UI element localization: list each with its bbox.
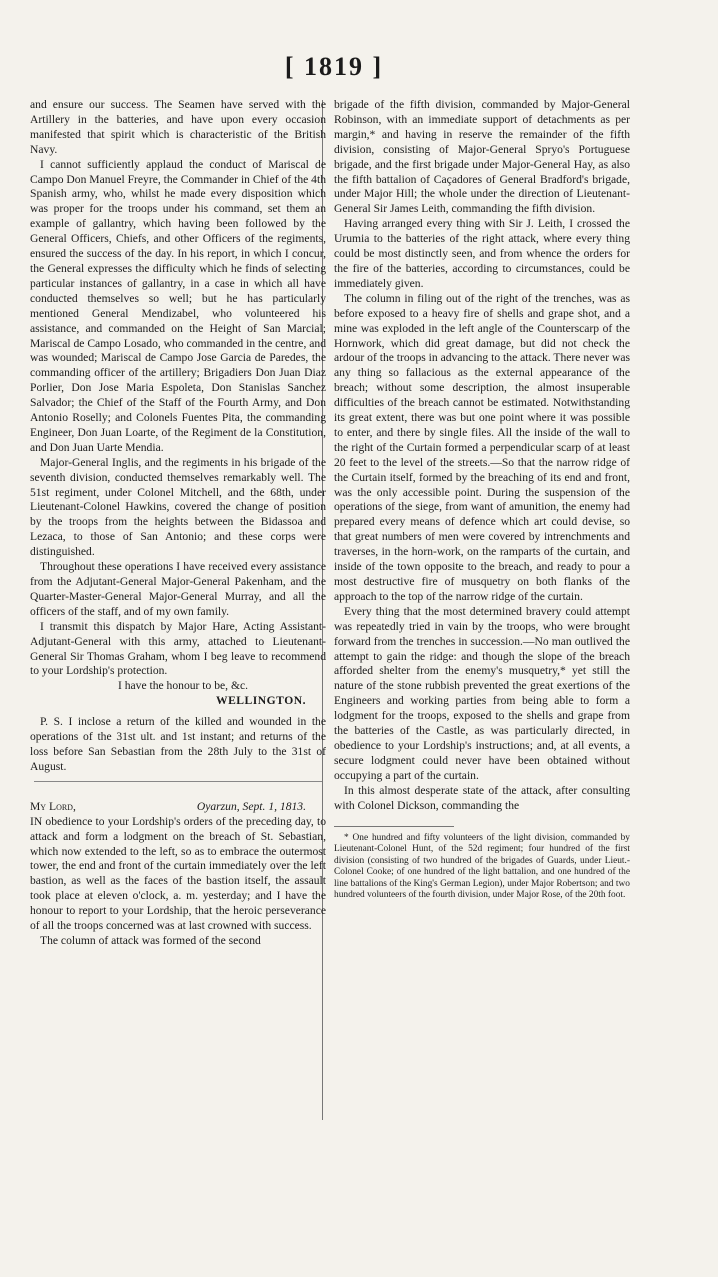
- letter-salutation: My Lord,: [30, 799, 76, 813]
- postscript: P. S. I inclose a return of the killed and wounded in the operations of the 31st ult. and 1st instant; and returns of the loss before San Sebastian from the 28th July to the 31st of August.: [30, 715, 326, 773]
- right-column: [334, 98, 630, 902]
- paragraph: brigade of the fifth division, commanded by Major-General Robinson, with an immediate support of detachments as per margin,* and having in reserve the remainder of the fifth division, consisting of Major-General Spryo's Portuguese brigade, and the first brigade under Major-General Hay, as also the fifth battalion of Caçadores of General Bradford's brigade, under Major Hill; the whole under the direction of Lieutenant-General Sir James Leith, commanding the fifth division.: [334, 98, 630, 216]
- paragraph: Having arranged every thing with Sir J. Leith, I crossed the Urumia to the batteries of the right attack, where every thing could be most distinctly seen, and from whence the orders for the fire of the batteries, according to circumstances, could be immediately given.: [334, 217, 630, 290]
- paragraph: The column in filing out of the right of the trenches, was as before exposed to a heavy fire of shells and grape shot, and a mine was exploded in the left angle of the Counterscarp of the Hornwork, which did great damage, but did not check the ardour of the troops in advancing to the attack. There never was any thing so fallacious as the external appearance of the breach; without some description, the almost insuperable difficulties of the breach cannot be estimated. Notwithstanding its great extent, there was but one point where it was possible to enter, and there by single files. All the inside of the wall to the right of the Curtain formed a perpendicular scarp of at least 20 feet to the level of the streets.—So that the narrow ridge of the Curtain itself, formed by the breaching of its end and front, was the only accessible point. During the suspension of the operations of the siege, from want of amunition, the enemy had prepared every means of defence which art could devise, so that great numbers of men were covered by intrenchments and traverses, in the horn-work, on the ramparts of the curtain, and inside of the town opposite to the breach, and ready to pour a most destructive fire of musquetry on both flanks of the approach to the top of the narrow ridge of the curtain.: [334, 291, 630, 603]
- paragraph: I cannot sufficiently applaud the conduct of Mariscal de Campo Don Manuel Freyre, the Commander in Chief of the 4th Spanish army, who, whilst he made every disposition which was proper for the troops under his command, set them an example of gallantry, which having been followed by the General Officers, Chiefs, and other Officers of the regiments, ensured the success of the day. In his report, in which I concur, the General expresses the difficulty which he finds of selecting particular instances of gallantry, in a case in which all have conducted themselves so well; but he has particularly mentioned General Mendizabel, who volunteered his assistance, and commanded on the Height of San Marcial; Mariscal de Campo Losado, who commanded in the centre, and was wounded; Mariscal de Campo Jose Garcia de Paredes, the commanding officer of the artillery; Brigadiers Don Juan Diaz Porlier, Don Jose Maria Espoleta, Don Stanislas Sanchez Salvador; the Chief of the Staff of the Fourth Army, and Don Antonio Roselly; and Colonels Fuentes Pita, the commanding Engineer, Don Juan Loarte, of the Regiment de la Constitution, and Don Juan Uarte Mendia.: [30, 157, 326, 454]
- footnote-rule: [334, 826, 454, 827]
- page-number: [ 1819 ]: [284, 52, 384, 81]
- paragraph: Throughout these operations I have received every assistance from the Adjutant-General Major-General Pakenham, and the Quarter-Master-General Major-General Murray, and all the officers of the staff, and of my own family.: [30, 560, 326, 618]
- closing-line: I have the honour to be, &c.: [117, 679, 249, 693]
- paragraph: and ensure our success. The Seamen have served with the Artillery in the batteries, and have upon every occasion manifested that spirit which is characteristic of the British Navy.: [30, 98, 326, 156]
- paragraph: Every thing that the most determined bravery could attempt was repeatedly tried in vain by the troops, who were brought forward from the trenches in succession.—No man outlived the attempt to gain the ridge: and though the slope of the breach afforded shelter from the enemy's musquetry,* yet still the nature of the stone rubbish prevented the great exertions of the Engineers and working parties from being able to form a lodgment for the troops, exposed to the shells and grape from the batteries of the Castle, as was particularly directed, in obedience to your Lordship's instructions; and, at all events, a secure lodgment could never have been obtained without occupying a part of the curtain.: [334, 604, 630, 782]
- letter-dateline: Oyarzun, Sept. 1, 1813.: [196, 799, 306, 813]
- paragraph: I transmit this dispatch by Major Hare, Acting Assistant-Adjutant-General with this army, attached to Lieutenant-General Sir Thomas Graham, whom I beg leave to recommend to your Lordship's protection.: [30, 619, 326, 678]
- left-column: [30, 98, 326, 949]
- letter-heading: [30, 800, 326, 815]
- paragraph: Major-General Inglis, and the regiments in his brigade of the seventh division, conducted themselves remarkably well. The 51st regiment, under Colonel Mitchell, and the 68th, under Lieutenant-Colonel Hawkins, covered the change of position by the troops from the heights between the Bidassoa and Lezaca, to those of San Antonio; and these corps were distinguished.: [30, 455, 326, 559]
- paragraph: In this almost desperate state of the attack, after consulting with Colonel Dickson, commanding the: [334, 783, 630, 812]
- paragraph: IN obedience to your Lordship's orders of the preceding day, to attack and form a lodgment on the breach of St. Sebastian, which now extended to the left, so as to embrace the outermost tower, the end and front of the curtain immediately over the left bastion, as well as the faces of the bastion itself, the assault took place at eleven o'clock, a. m. yesterday; and I have the honour to report to your Lordship, that the heroic perseverance of all the troops concerned was at last crowned with success.: [30, 814, 326, 933]
- signature: WELLINGTON.: [215, 694, 306, 708]
- section-divider: [34, 781, 322, 782]
- footnote: * One hundred and fifty volunteers of the light division, commanded by Lieutenant-Colonel Hunt, of the 52d regiment; four hundred of the first division (consisting of two hundred of the brigades of Guards, under Lieut.-Colonel Cooke; of one hundred of the light battalion, and one hundred of the line battalions of the King's German Legion), under Major Robertson; and two hundred volunteers of the fourth division, under Major Rose, of the 20th foot.: [334, 832, 630, 901]
- paragraph: The column of attack was formed of the second: [40, 933, 261, 947]
